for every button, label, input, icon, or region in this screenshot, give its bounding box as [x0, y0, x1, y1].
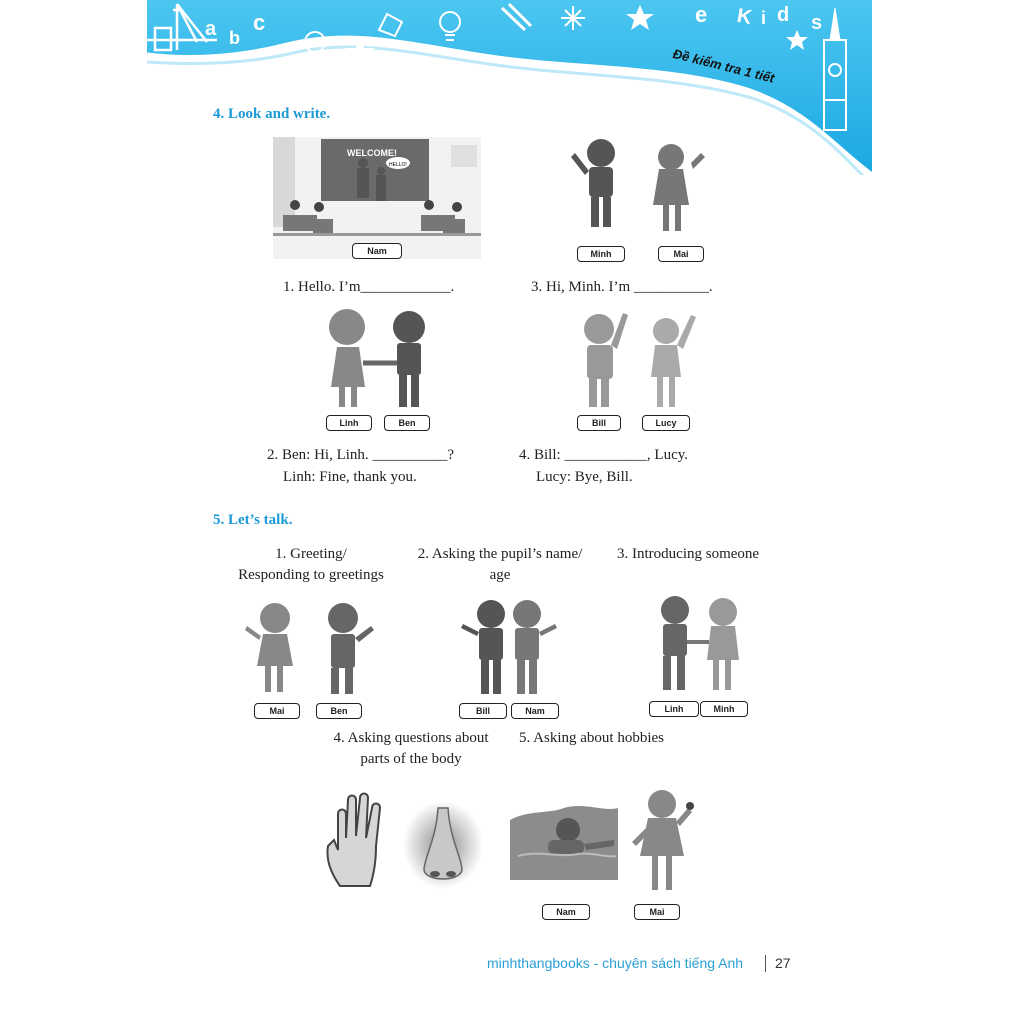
section-5-title: 5. Let’s talk.: [213, 512, 293, 528]
talk-tag-linh: Linh: [649, 701, 699, 717]
nose-illustration: [402, 800, 484, 890]
topic-2-line1: 2. Asking the pupil’s name/: [417, 546, 583, 562]
name-tag-linh: Linh: [326, 415, 372, 431]
talk-tag-nam-swimming: Nam: [542, 904, 590, 920]
linh-minh-illustration: [647, 592, 751, 696]
kids-letter-k: K: [735, 4, 754, 30]
topic-5: 5. Asking about hobbies: [519, 730, 664, 746]
question-4-line2: Lucy: Bye, Bill.: [536, 469, 633, 485]
minh-mai-illustration: [561, 133, 711, 243]
name-tag-lucy: Lucy: [642, 415, 690, 431]
talk-tag-mai-singing: Mai: [634, 904, 680, 920]
workbook-page: [147, 0, 872, 1017]
mai-ben-greeting-illustration: [243, 596, 377, 698]
topic-1-line1: 1. Greeting/: [275, 546, 347, 562]
kids-letter-d: d: [777, 4, 790, 26]
question-1: 1. Hello. I’m____________.: [283, 279, 455, 295]
footer-separator: [765, 955, 766, 972]
header-letter-c: c: [253, 10, 266, 35]
talk-tag-nam: Nam: [511, 703, 559, 719]
kids-letter-e: e: [695, 2, 708, 27]
header-letter-a: a: [205, 18, 217, 40]
question-2-line2: Linh: Fine, thank you.: [283, 469, 417, 485]
topic-4-line1: 4. Asking questions about: [333, 730, 489, 746]
topic-2-line2: age: [489, 567, 511, 583]
name-tag-nam: Nam: [352, 243, 402, 259]
kids-logo: [695, 0, 825, 40]
footer-brand: minhthangbooks - chuyên sách tiếng Anh: [487, 955, 744, 971]
bubble-text: HELLO!: [389, 162, 407, 168]
question-4-line1: 4. Bill: ___________, Lucy.: [519, 447, 689, 463]
star-icon: [345, 38, 375, 66]
linh-ben-illustration: [319, 305, 437, 413]
section-4-title: 4. Look and write.: [213, 106, 331, 122]
swimming-illustration: [508, 800, 620, 882]
talk-tag-ben: Ben: [316, 703, 362, 719]
topic-4-line2: parts of the body: [360, 751, 462, 767]
board-text: WELCOME!: [347, 148, 397, 158]
topic-1: [213, 546, 409, 584]
topic-2: [407, 546, 593, 584]
name-tag-bill: Bill: [577, 415, 621, 431]
topic-3: 3. Introducing someone: [617, 546, 760, 562]
topic-1-line2: Responding to greetings: [238, 567, 384, 583]
bill-nam-illustration: [461, 594, 557, 700]
kids-letter-i: i: [761, 8, 767, 28]
hand-illustration: [324, 792, 396, 888]
talk-tag-bill: Bill: [459, 703, 507, 719]
header-subtitle: Đề kiểm tra 1 tiết: [671, 46, 776, 86]
topic-4: [313, 730, 509, 768]
question-2-line1: 2. Ben: Hi, Linh. __________?: [267, 447, 455, 463]
name-tag-ben: Ben: [384, 415, 430, 431]
question-3: 3. Hi, Minh. I’m __________.: [531, 279, 713, 295]
name-tag-minh: Minh: [577, 246, 625, 262]
name-tag-mai: Mai: [658, 246, 704, 262]
talk-tag-minh: Minh: [700, 701, 748, 717]
talk-tag-mai: Mai: [254, 703, 300, 719]
bill-lucy-illustration: [571, 305, 711, 413]
page-number: 27: [775, 955, 791, 971]
singing-illustration: [628, 786, 700, 898]
kids-letter-s: s: [811, 12, 823, 34]
header-letter-b: b: [229, 28, 240, 48]
classroom-illustration: [273, 137, 481, 259]
